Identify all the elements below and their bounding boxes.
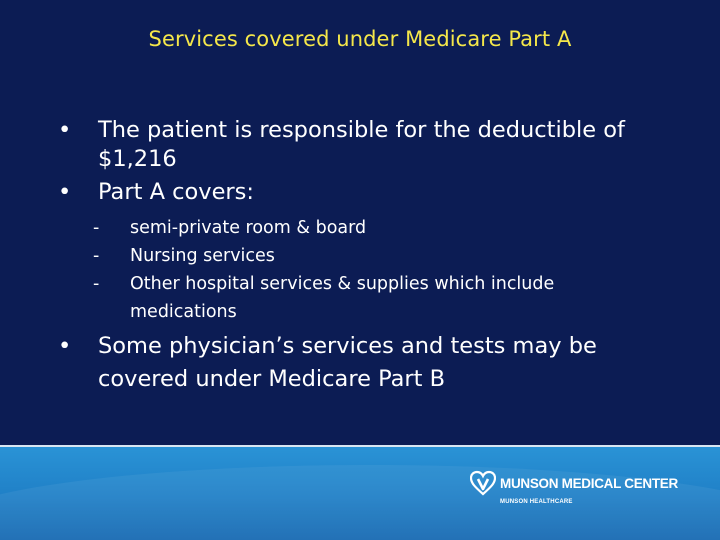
sub-item-marker: - [93,274,100,294]
sub-item-text: semi-private room & board [130,218,367,238]
bullet-text-line: covered under Medicare Part B [98,366,446,392]
sub-item-marker: - [93,218,100,238]
sub-item-marker: - [93,246,100,266]
sub-item-text: Other hospital services & supplies which include [130,274,555,294]
bullet-marker: • [58,117,72,143]
bullet-text-line: $1,216 [98,146,177,172]
slide-title: Services covered under Medicare Part A [148,27,572,51]
munson-heart-logo-icon [470,470,496,496]
sub-item-text: Nursing services [130,246,275,266]
bullet-text-line: The patient is responsible for the deductible of [98,117,625,143]
logo-subtitle: MUNSON HEALTHCARE [500,499,573,505]
sub-item-text: medications [130,302,237,322]
munson-logo [470,470,678,510]
bullet-marker: • [58,333,72,359]
bullet-marker: • [58,179,72,205]
bullet-text-line: Part A covers: [98,179,254,205]
logo-name: MUNSON MEDICAL CENTER [500,476,678,491]
bullet-text-line: Some physician’s services and tests may be [98,333,597,359]
